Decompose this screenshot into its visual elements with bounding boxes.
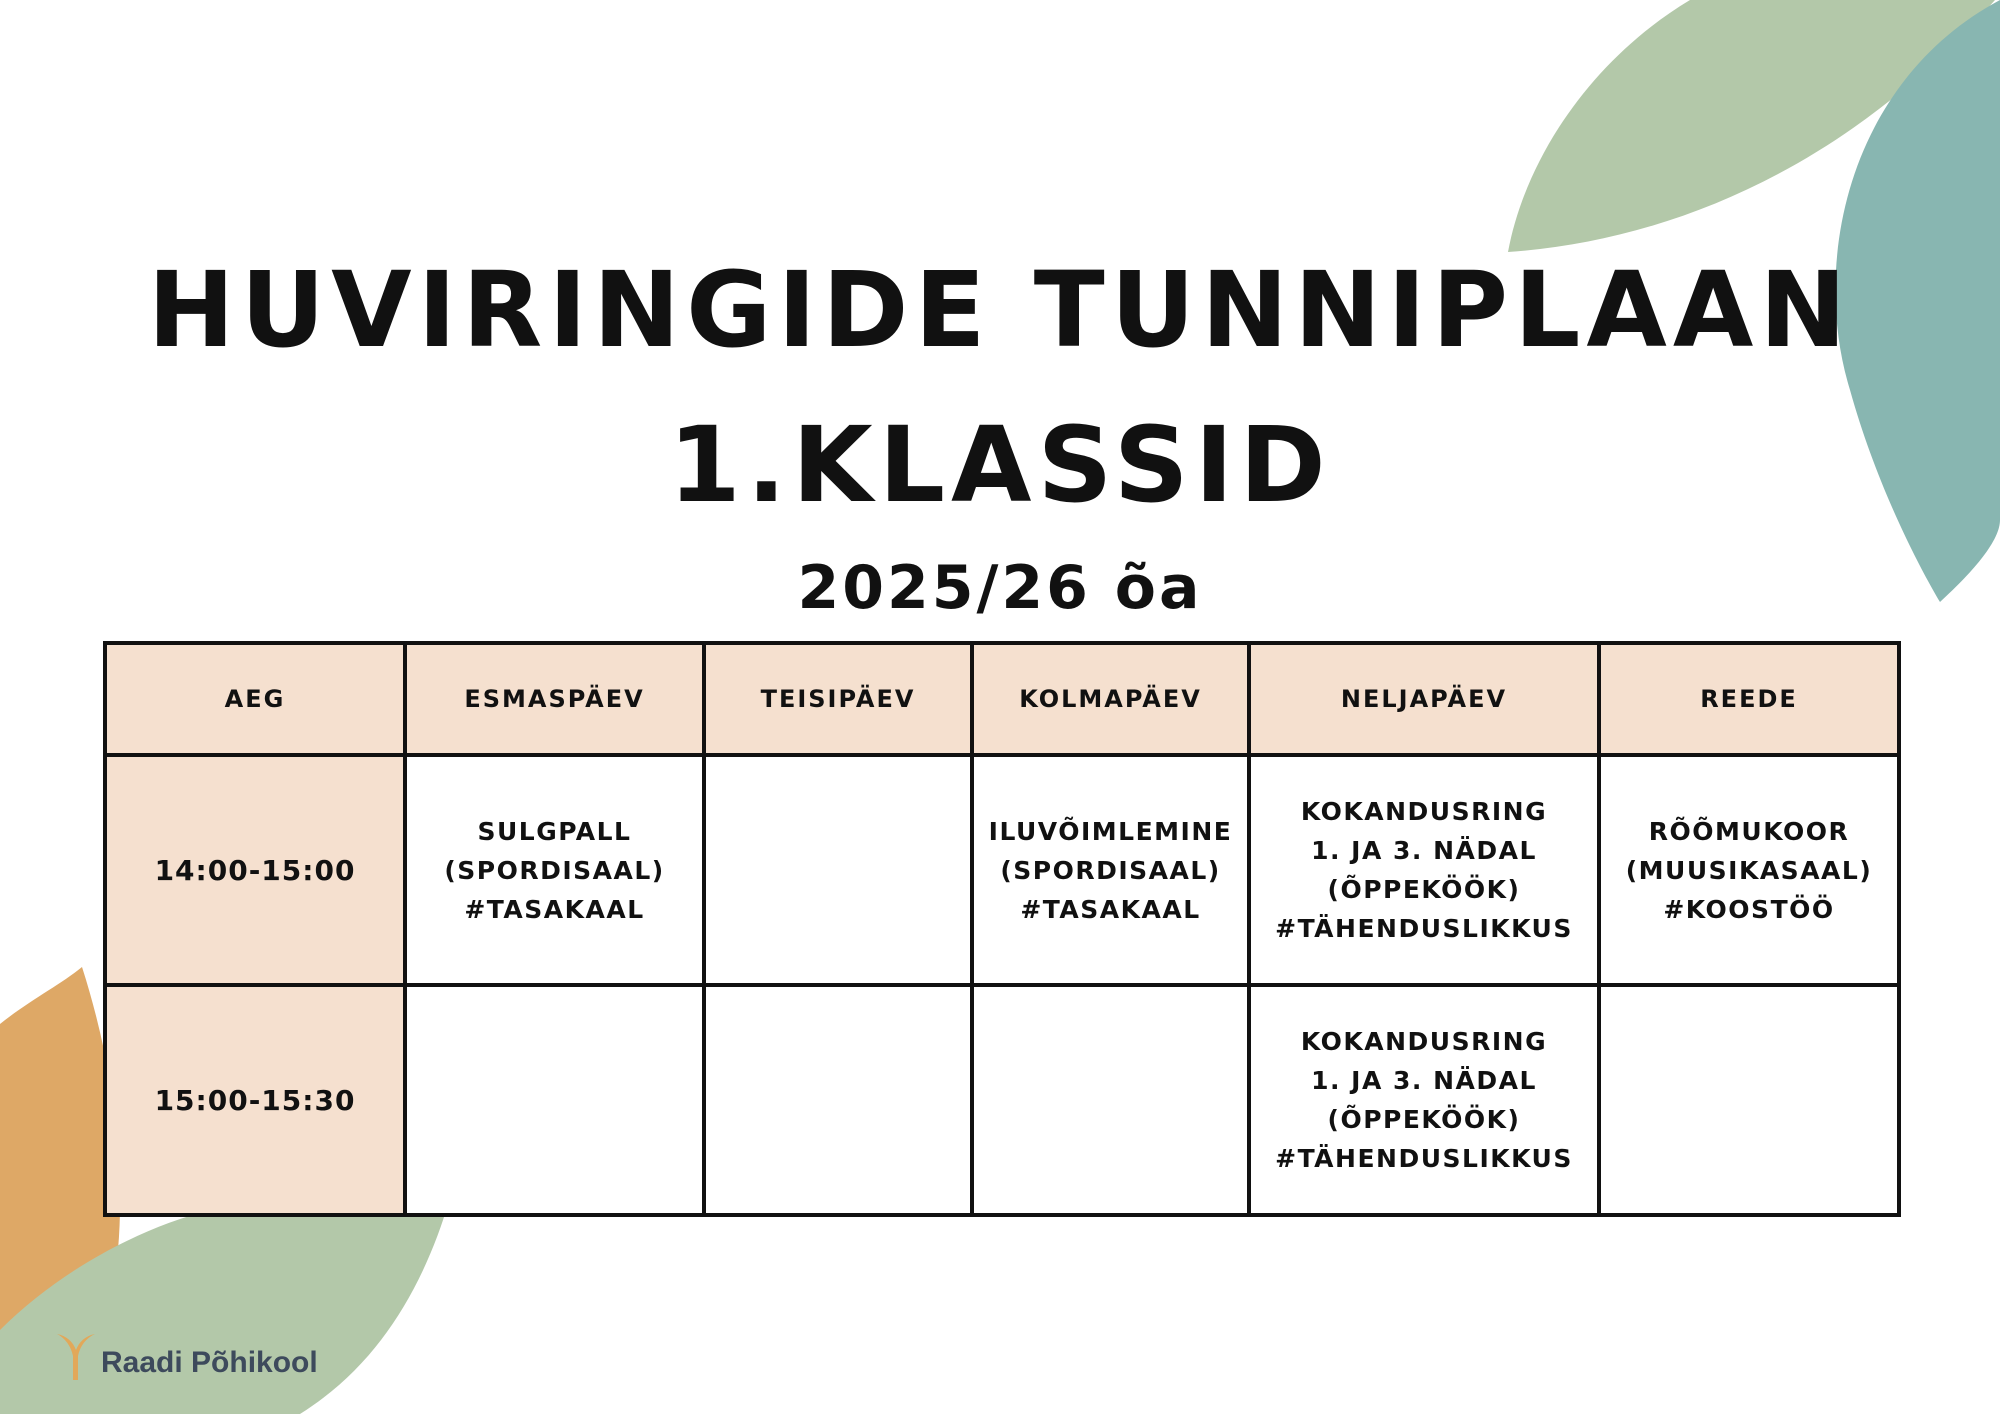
cell-friday — [1599, 985, 1899, 1215]
activity-name: KOKANDUSRING — [1300, 1027, 1548, 1056]
activity-hashtag: #TASAKAAL — [1020, 894, 1201, 924]
activity-weeks: 1. JA 3. NÄDAL — [1311, 836, 1537, 865]
activity-weeks: 1. JA 3. NÄDAL — [1311, 1066, 1537, 1095]
schedule-table — [103, 641, 1901, 1217]
header-friday: REEDE — [1599, 643, 1899, 755]
cell-monday — [405, 985, 704, 1215]
school-name: Raadi Põhikool — [101, 1346, 318, 1379]
cell-thursday — [1249, 985, 1599, 1215]
activity-location: (SPORDISAAL) — [1000, 855, 1221, 885]
cell-wednesday — [972, 755, 1249, 985]
cell-monday — [405, 755, 704, 985]
cell-tuesday — [704, 985, 972, 1215]
raadi-logo-icon — [55, 1328, 99, 1384]
activity-location: (SPORDISAAL) — [444, 855, 665, 885]
activity-hashtag: #KOOSTÖÖ — [1663, 894, 1835, 924]
time-cell: 14:00-15:00 — [105, 755, 405, 985]
schedule-header-row — [105, 643, 1899, 755]
activity-hashtag: #TASAKAAL — [464, 894, 645, 924]
header-time: AEG — [105, 643, 405, 755]
activity-location: (MUUSIKASAAL) — [1625, 855, 1873, 885]
cell-tuesday — [704, 755, 972, 985]
activity-location: (ÕPPEKÖÖK) — [1327, 875, 1521, 904]
cell-thursday — [1249, 755, 1599, 985]
header-thursday: NELJAPÄEV — [1249, 643, 1599, 755]
activity-name: KOKANDUSRING — [1300, 797, 1548, 826]
activity-name: ILUVÕIMLEMINE — [988, 816, 1233, 846]
school-year: 2025/26 õa — [797, 553, 1203, 623]
school-logo — [55, 1328, 318, 1384]
header-tuesday: TEISIPÄEV — [704, 643, 972, 755]
time-cell: 15:00-15:30 — [105, 985, 405, 1215]
table-row — [105, 755, 1899, 985]
activity-name: RÕÕMUKOOR — [1648, 816, 1850, 846]
activity-location: (ÕPPEKÖÖK) — [1327, 1105, 1521, 1134]
class-title: 1.KLASSID — [668, 404, 1332, 526]
activity-hashtag: #TÄHENDUSLIKKUS — [1275, 914, 1573, 943]
header-wednesday: KOLMAPÄEV — [972, 643, 1249, 755]
cell-friday — [1599, 755, 1899, 985]
activity-hashtag: #TÄHENDUSLIKKUS — [1275, 1144, 1573, 1173]
cell-wednesday — [972, 985, 1249, 1215]
activity-name: SULGPALL — [477, 816, 632, 846]
page-title: HUVIRINGIDE TUNNIPLAAN — [147, 249, 1853, 371]
header-monday: ESMASPÄEV — [405, 643, 704, 755]
table-row — [105, 985, 1899, 1215]
